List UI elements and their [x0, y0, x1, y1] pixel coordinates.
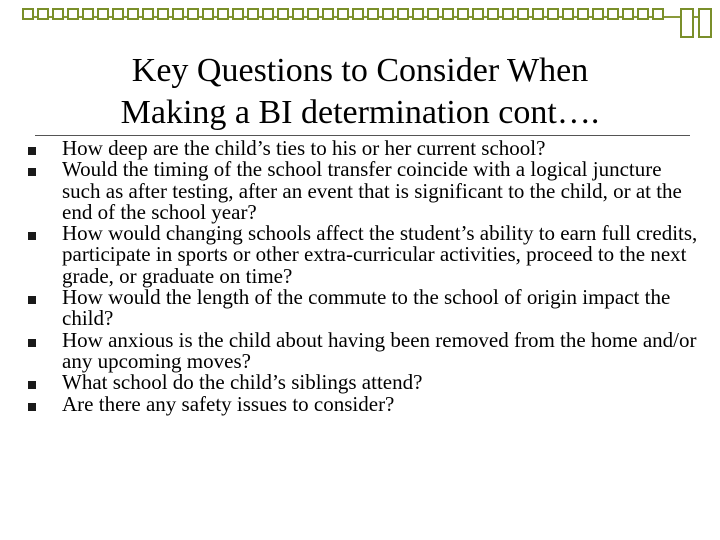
green-square-decoration-icon — [472, 8, 484, 20]
green-square-decoration-icon — [397, 8, 409, 20]
slide-title-line-2: Making a BI determination cont…. — [120, 94, 600, 131]
green-square-decoration-icon — [187, 8, 199, 20]
green-square-decoration-icon — [427, 8, 439, 20]
green-square-decoration-icon — [82, 8, 94, 20]
green-square-decoration-icon — [52, 8, 64, 20]
green-square-decoration-icon — [322, 8, 334, 20]
slide-title-line-1: Key Questions to Consider When — [131, 52, 589, 89]
green-square-decoration-icon — [262, 8, 274, 20]
list-item — [22, 223, 702, 287]
green-square-decoration-icon — [367, 8, 379, 20]
green-square-decoration-icon — [172, 8, 184, 20]
square-bullet-icon — [28, 232, 36, 240]
green-square-decoration-icon — [577, 8, 589, 20]
list-item — [22, 159, 702, 223]
green-square-decoration-icon — [487, 8, 499, 20]
top-decoration-bar — [22, 8, 712, 38]
green-square-decoration-icon — [247, 8, 259, 20]
list-item — [22, 391, 702, 416]
green-square-decoration-icon — [412, 8, 424, 20]
list-item-text: How would the length of the commute to the school of origin impact the child? — [62, 285, 671, 331]
green-square-decoration-icon — [517, 8, 529, 20]
green-square-decoration-icon — [307, 8, 319, 20]
green-square-decoration-icon — [698, 8, 712, 38]
list-item-text: Would the timing of the school transfer coincide with a logical juncture such as after testing, after an event that is significant to the child, or at the end of the school year? — [62, 157, 682, 224]
green-square-decoration-icon — [607, 8, 619, 20]
list-item-text: How anxious is the child about having been removed from the home and/or any upcoming moves? — [62, 327, 697, 373]
green-square-decoration-icon — [352, 8, 364, 20]
green-square-decoration-icon — [652, 8, 664, 20]
green-square-decoration-icon — [232, 8, 244, 20]
green-square-decoration-icon — [562, 8, 574, 20]
green-square-decoration-icon — [202, 8, 214, 20]
green-square-decoration-icon — [67, 8, 79, 20]
green-square-decoration-icon — [592, 8, 604, 20]
green-square-decoration-icon — [217, 8, 229, 20]
green-square-decoration-icon — [457, 8, 469, 20]
green-square-decoration-icon — [277, 8, 289, 20]
green-square-decoration-icon — [142, 8, 154, 20]
slide-title — [40, 50, 680, 134]
square-bullet-icon — [28, 339, 36, 347]
green-square-decoration-icon — [112, 8, 124, 20]
green-square-decoration-icon — [637, 8, 649, 20]
green-square-decoration-icon — [337, 8, 349, 20]
green-square-decoration-icon — [680, 8, 694, 38]
green-square-decoration-icon — [532, 8, 544, 20]
list-item — [22, 287, 702, 330]
square-bullet-icon — [28, 147, 36, 155]
list-item — [22, 327, 702, 373]
green-square-decoration-icon — [502, 8, 514, 20]
list-item — [22, 138, 702, 159]
decoration-squares — [22, 8, 667, 20]
square-bullet-icon — [28, 403, 36, 411]
green-square-decoration-icon — [37, 8, 49, 20]
green-square-decoration-icon — [622, 8, 634, 20]
green-square-decoration-icon — [157, 8, 169, 20]
list-item-text: What school do the child’s siblings attend? — [62, 370, 423, 395]
list-item-text: How would changing schools affect the student’s ability to earn full credits, participate in sports or other extra-curricular activities, proceed to the next grade, or graduate on time? — [62, 221, 698, 288]
square-bullet-icon — [28, 381, 36, 389]
green-square-decoration-icon — [127, 8, 139, 20]
square-bullet-icon — [28, 168, 36, 176]
green-square-decoration-icon — [97, 8, 109, 20]
green-square-decoration-icon — [22, 8, 34, 20]
bullet-list — [22, 138, 702, 415]
green-square-decoration-icon — [442, 8, 454, 20]
green-square-decoration-icon — [382, 8, 394, 20]
green-square-decoration-icon — [292, 8, 304, 20]
list-item — [22, 372, 702, 393]
green-square-decoration-icon — [547, 8, 559, 20]
square-bullet-icon — [28, 296, 36, 304]
list-item-text: How deep are the child’s ties to his or her current school? — [62, 136, 546, 160]
list-item-text: Are there any safety issues to consider? — [62, 391, 395, 416]
